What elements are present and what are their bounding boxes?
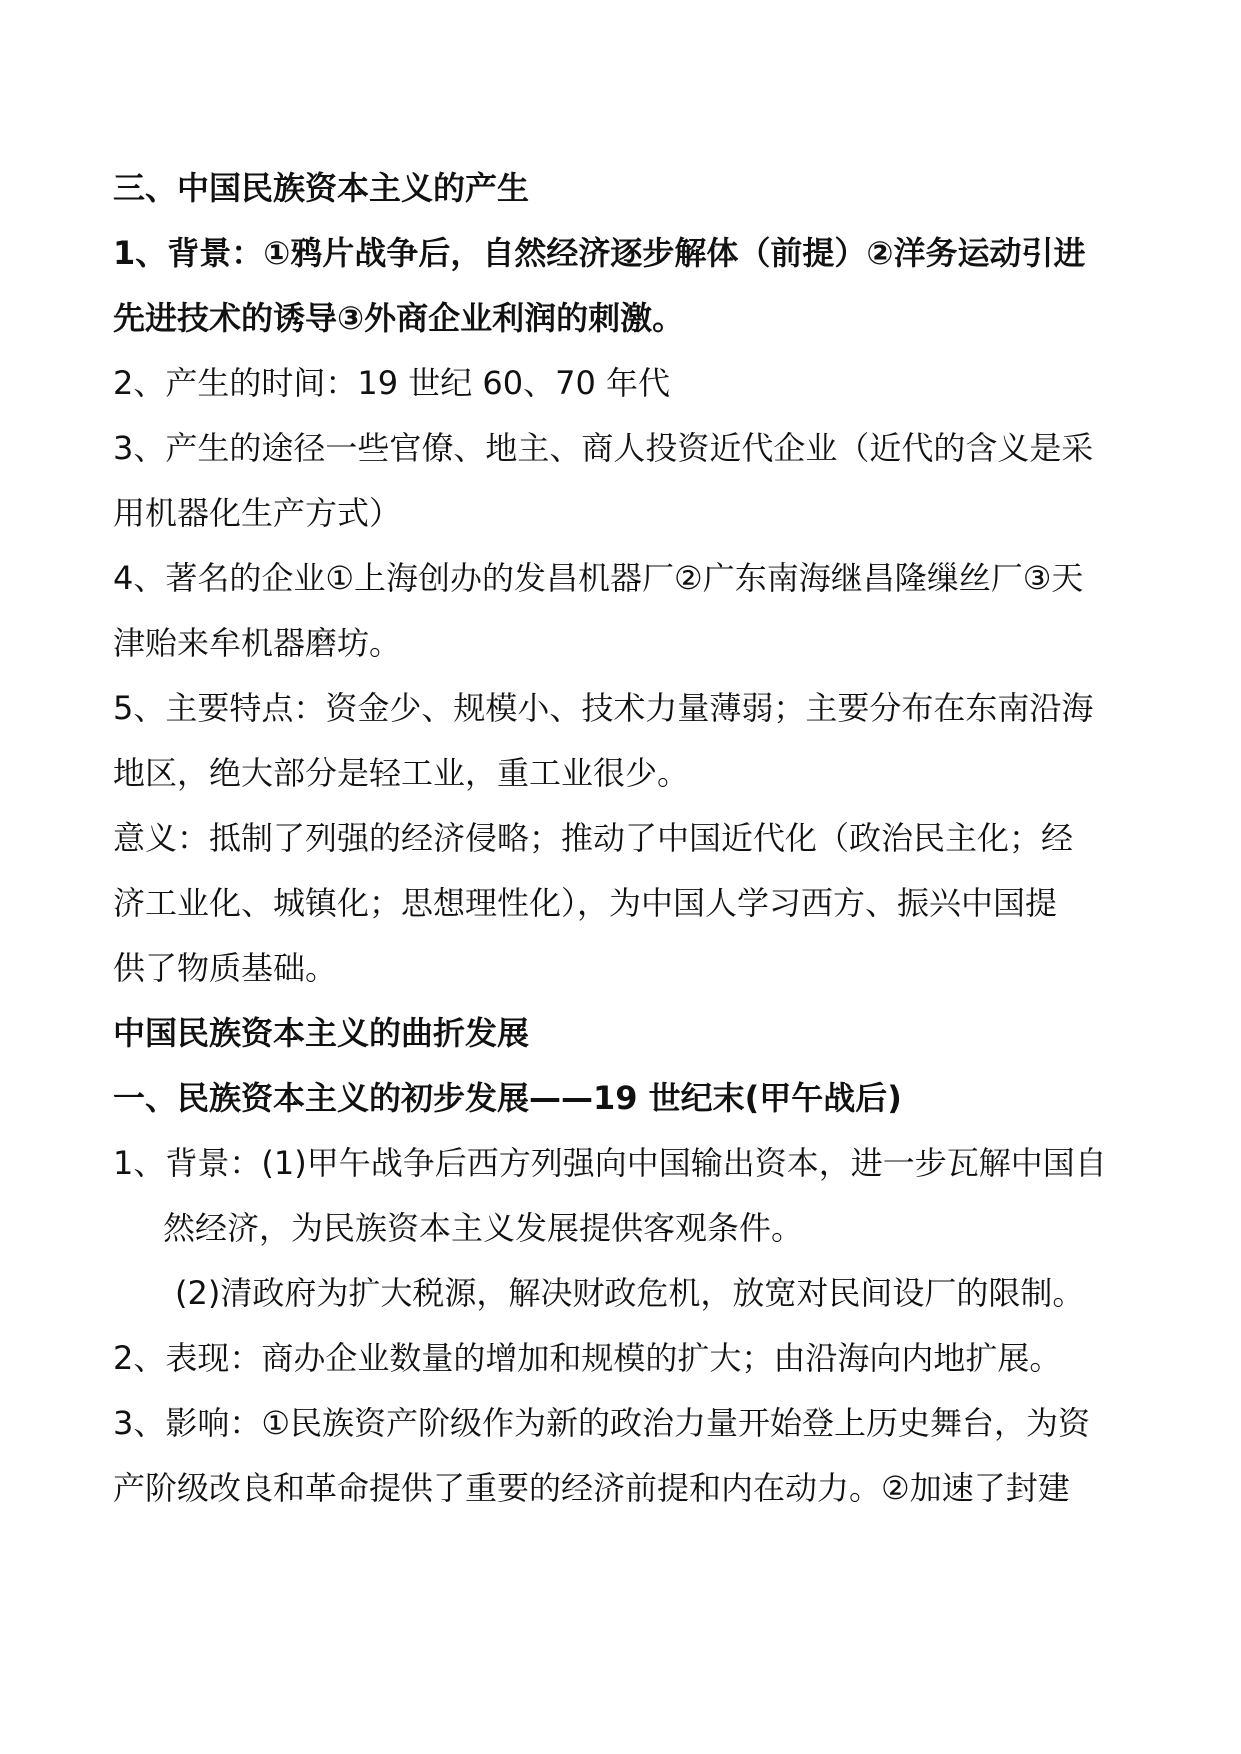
text-line: 2、表现：商办企业数量的增加和规模的扩大；由沿海向内地扩展。: [113, 1339, 1062, 1377]
text-line: 先进技术的诱导③外商企业利润的刺激。: [113, 299, 685, 337]
text-line: 用机器化生产方式）: [113, 494, 402, 532]
text-line: 2、产生的时间：19 世纪 60、70 年代: [113, 364, 671, 402]
text-line: 济工业化、城镇化；思想理性化），为中国人学习西方、振兴中国提: [113, 884, 1058, 922]
section-heading: 一、民族资本主义的初步发展——19 世纪末(甲午战后): [113, 1079, 902, 1117]
section-heading: 中国民族资本主义的曲折发展: [113, 1014, 530, 1052]
text-line: 1、背景：①鸦片战争后，自然经济逐步解体（前提）②洋务运动引进: [113, 234, 1086, 272]
text-line: 3、影响：①民族资产阶级作为新的政治力量开始登上历史舞台，为资: [113, 1404, 1091, 1442]
text-line: (2)清政府为扩大税源，解决财政危机，放宽对民间设厂的限制。: [175, 1274, 1085, 1312]
text-line: 5、主要特点：资金少、规模小、技术力量薄弱；主要分布在东南沿海: [113, 689, 1094, 727]
text-line: 意义：抵制了列强的经济侵略；推动了中国近代化（政治民主化；经: [113, 819, 1074, 857]
text-line: 3、产生的途径一些官僚、地主、商人投资近代企业（近代的含义是采: [113, 429, 1094, 467]
text-line: 供了物质基础。: [113, 949, 338, 987]
document-body: [113, 156, 1131, 1521]
text-line: 1、背景：(1)甲午战争后西方列强向中国输出资本，进一步瓦解中国自: [113, 1144, 1107, 1182]
text-line: 地区，绝大部分是轻工业，重工业很少。: [113, 754, 690, 792]
text-line: 津贻来牟机器磨坊。: [113, 624, 402, 662]
text-line: 然经济，为民族资本主义发展提供客观条件。: [163, 1209, 804, 1247]
text-line: 产阶级改良和革命提供了重要的经济前提和内在动力。②加速了封建: [113, 1469, 1070, 1507]
section-heading: 三、中国民族资本主义的产生: [113, 169, 530, 207]
text-line: 4、著名的企业①上海创办的发昌机器厂②广东南海继昌隆缫丝厂③天: [113, 559, 1084, 597]
